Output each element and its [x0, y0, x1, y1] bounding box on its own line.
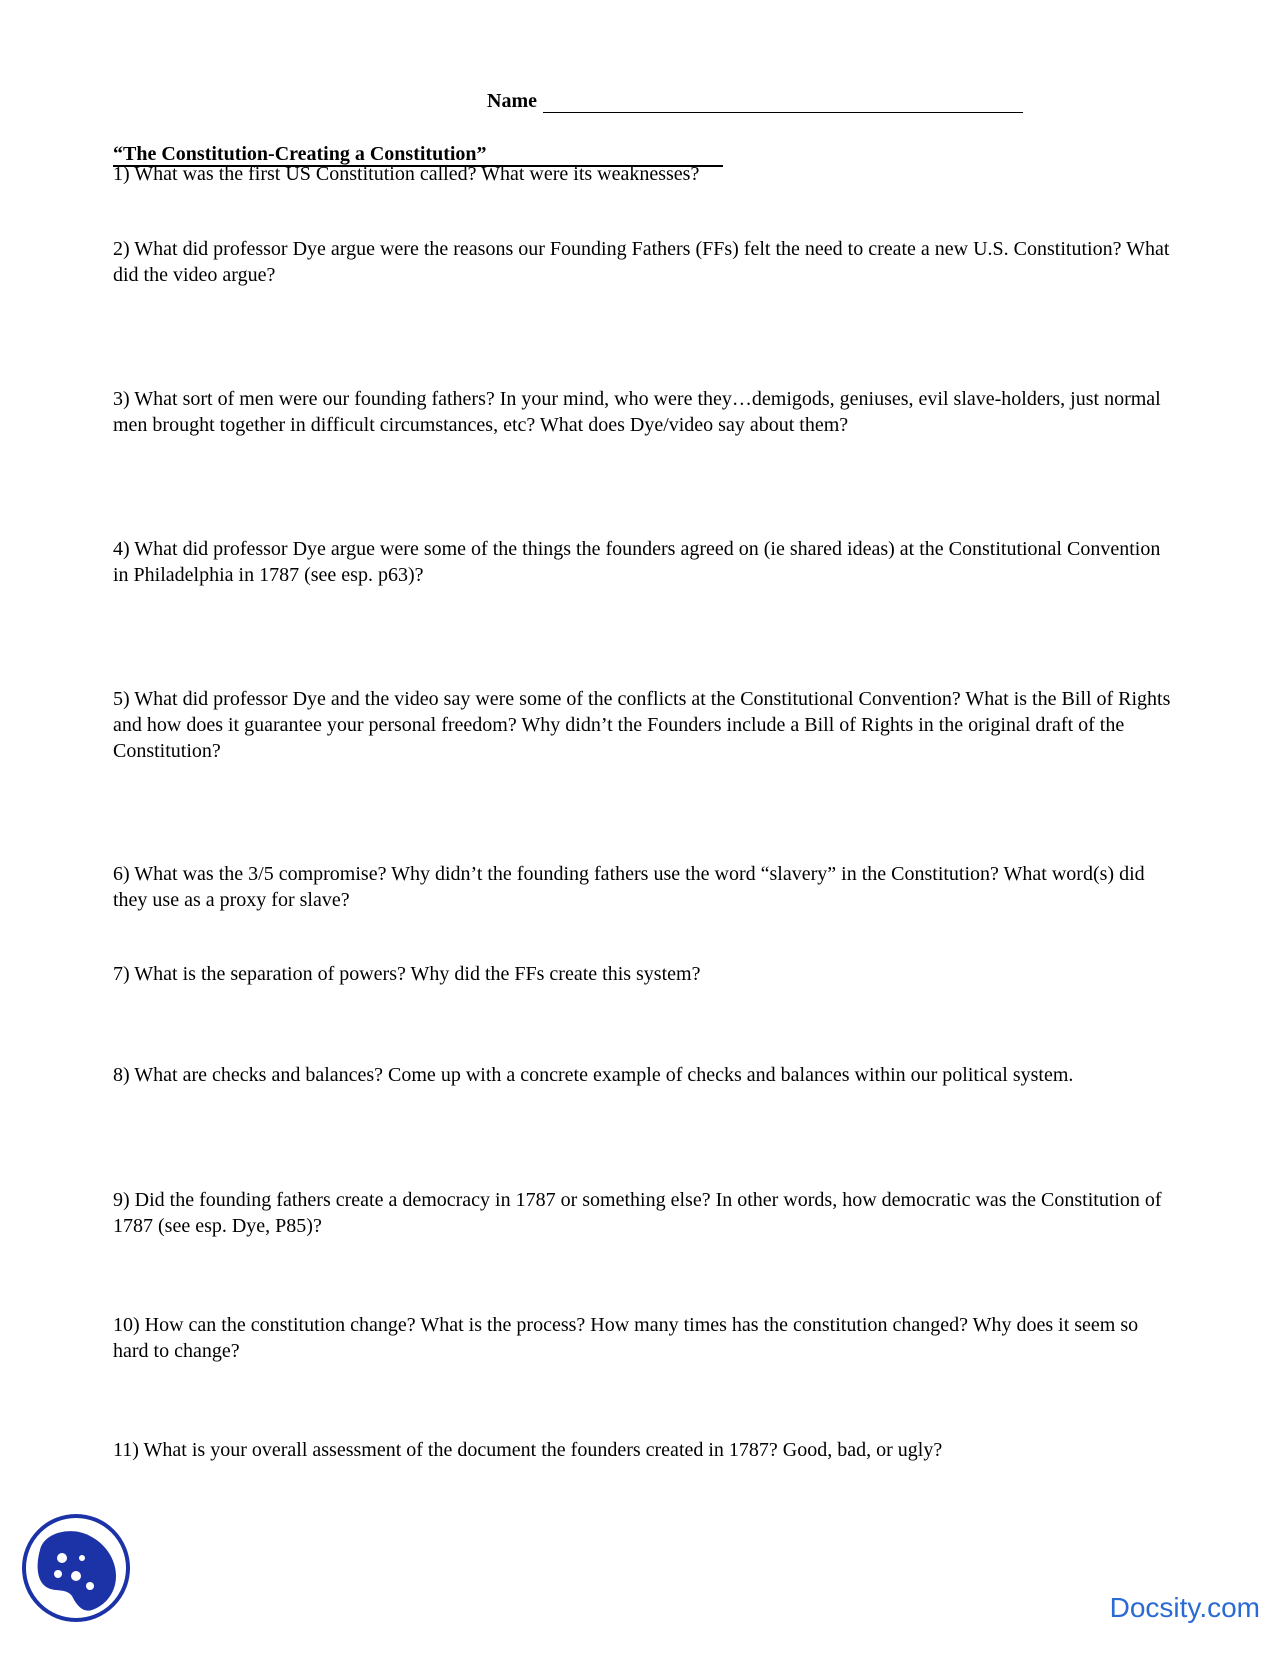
question-3: 3) What sort of men were our founding fathers? In your mind, who were they…demigods, geniuses, evil slave-holders, just normal men brought together in difficult circumstances, etc? What does Dye/video say about them?	[113, 388, 1161, 436]
question-5: 5) What did professor Dye and the video say were some of the conflicts at the Constitutional Convention? What is the Bill of Rights and how does it guarantee your personal freedom? Why didn’t the Founders include a Bill of Rights in the original draft of the Constitution?	[113, 688, 1171, 762]
docsity-brand-link[interactable]: Docsity.com	[1109, 1592, 1260, 1623]
question-11: 11) What is your overall assessment of the document the founders created in 1787? Good, bad, or ugly?	[113, 1439, 943, 1461]
worksheet-title: “The Constitution-Creating a Constitution”	[113, 143, 723, 167]
question-9: 9) Did the founding fathers create a democracy in 1787 or something else? In other words, how democratic was the Constitution of 1787 (see esp. Dye, P85)?	[113, 1189, 1162, 1237]
question-8: 8) What are checks and balances? Come up with a concrete example of checks and balances within our political system.	[113, 1064, 1074, 1086]
question-6: 6) What was the 3/5 compromise? Why didn’t the founding fathers use the word “slavery” in the Constitution? What word(s) did they use as a proxy for slave?	[113, 863, 1145, 911]
question-4: 4) What did professor Dye argue were some of the things the founders agreed on (ie shared ideas) at the Constitutional Convention in Philadelphia in 1787 (see esp. p63)?	[113, 538, 1161, 586]
name-label: Name	[487, 90, 537, 112]
question-1: 1) What was the first US Constitution called? What were its weaknesses?	[113, 163, 700, 185]
question-2: 2) What did professor Dye argue were the reasons our Founding Fathers (FFs) felt the need to create a new U.S. Constitution? What did the video argue?	[113, 238, 1170, 286]
name-field-line	[487, 90, 1023, 113]
question-7: 7) What is the separation of powers? Why did the FFs create this system?	[113, 963, 701, 985]
name-blank	[543, 92, 1023, 113]
question-10: 10) How can the constitution change? What is the process? How many times has the constitution changed? Why does it seem so hard to change?	[113, 1314, 1139, 1362]
docsity-logo-icon	[20, 1512, 132, 1624]
